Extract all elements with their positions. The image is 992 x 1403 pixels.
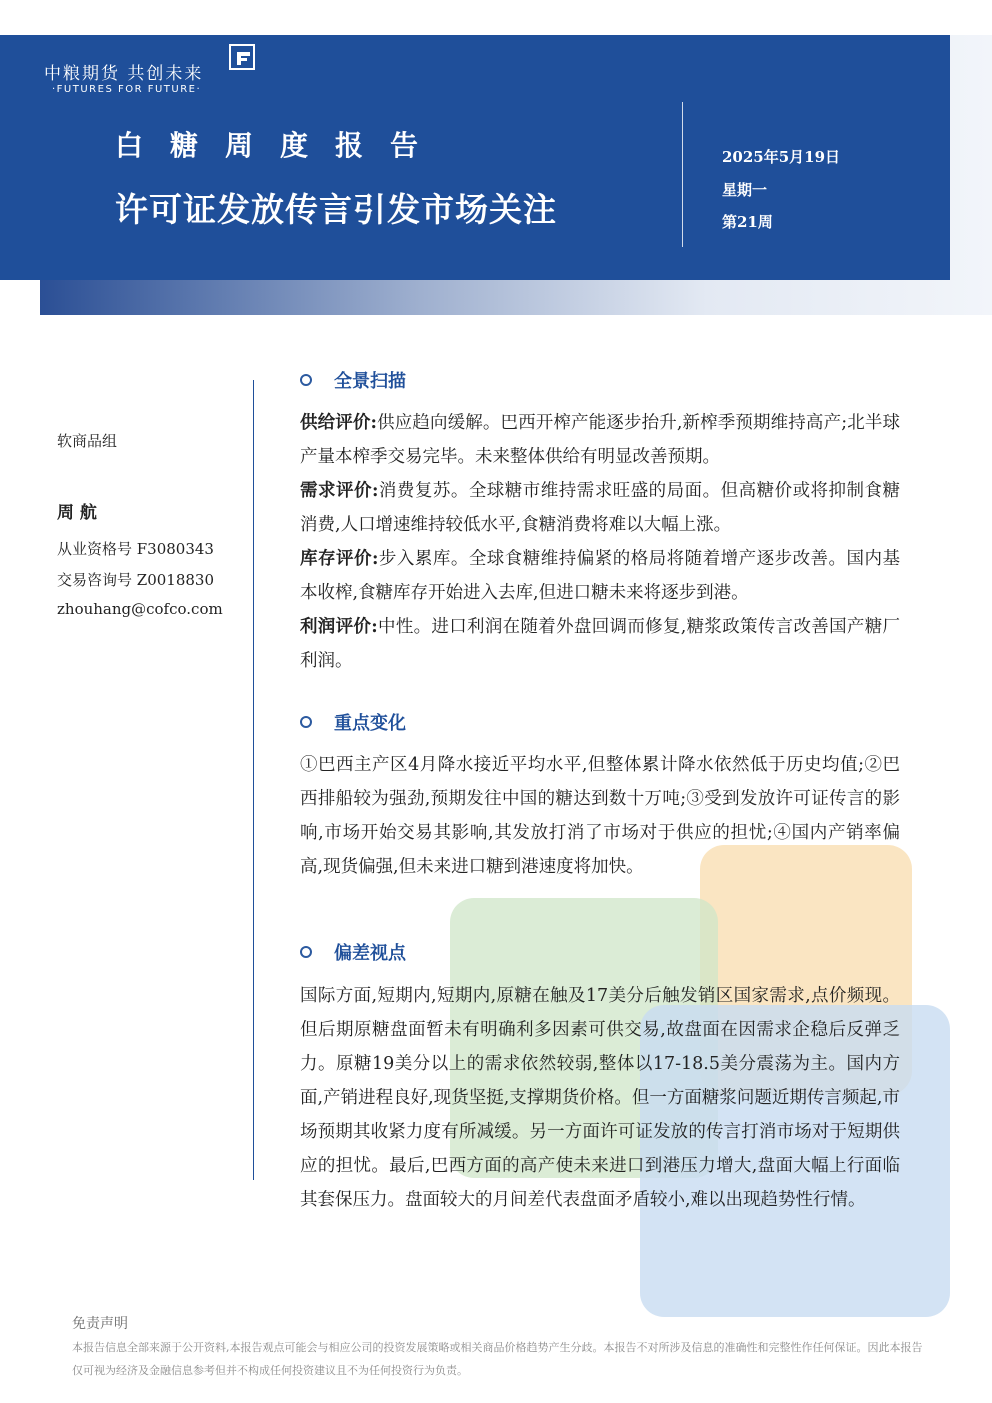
profit-text: 中性。进口利润在随着外盘回调而修复,糖浆政策传言改善国产糖厂利润。 xyxy=(300,617,901,671)
disclaimer-text: 本报告信息全部来源于公开资料,本报告观点可能会与相应公司的投资发展策略或相关商品价格趋势产生分歧。本报告不对所涉及信息的准确性和完整性作任何保证。因此本报告仅可视为经济及金融信息参考但并不构成任何投资建议且不为任何投资行为负责。 xyxy=(72,1341,923,1377)
section-title: 重点变化 xyxy=(334,713,406,734)
analyst-email[interactable]: zhouhang@cofco.com xyxy=(57,600,223,618)
demand-label: 需求评价: xyxy=(300,481,379,501)
company-slogan: ·FUTURES FOR FUTURE· xyxy=(52,84,202,95)
overview-paragraph xyxy=(300,406,900,678)
report-week-number: 第21周 xyxy=(722,213,773,231)
report-type: 白糖周度报告 xyxy=(115,129,446,162)
view-paragraph: 国际方面,短期内,短期内,原糖在触及17美分后触发销区国家需求,点价频现。但后期原糖盘面暂未有明确利多因素可供交易,故盘面在因需求企稳后反弹乏力。原糖19美分以上的需求依然较弱,整体以17-18.5美分震荡为主。国内方面,产销进程良好,现货坚挺,支撑期货价格。但一方面糖浆问题近期传言频起,市场预期其收紧力度有所减缓。另一方面许可证发放的传言打消市场对于短期供应的担忧。最后,巴西方面的高产使未来进口到港压力增大,盘面大幅上行面临其套保压力。盘面较大的月间差代表盘面矛盾较小,难以出现趋势性行情。 xyxy=(300,986,900,1210)
changes-paragraph: ①巴西主产区4月降水接近平均水平,但整体累计降水依然低于历史均值;②巴西排船较为强劲,预期发往中国的糖达到数十万吨;③受到发放许可证传言的影响,市场开始交易其影响,其发放打消了市场对于供应的担忧;④国内产销率偏高,现货偏强,但未来进口糖到港速度将加快。 xyxy=(300,755,900,877)
section-title: 全景扫描 xyxy=(334,371,406,392)
section-heading-view xyxy=(300,939,406,965)
report-date: 2025年5月19日 xyxy=(722,148,841,166)
demand-evaluation xyxy=(300,474,900,542)
supply-evaluation xyxy=(300,406,900,474)
bullet-circle-icon xyxy=(300,374,312,386)
sidebar-divider xyxy=(253,380,254,1180)
bullet-circle-icon xyxy=(300,946,312,958)
section-heading-overview xyxy=(300,367,406,393)
company-logo-text: 中粮期货 共创未来 xyxy=(44,64,204,84)
stock-label: 库存评价: xyxy=(300,549,379,569)
consult-number: 交易咨询号 Z0018830 xyxy=(57,571,214,589)
banner-divider xyxy=(682,102,683,247)
disclaimer-title: 免责声明 xyxy=(72,1316,128,1332)
license-number: 从业资格号 F3080343 xyxy=(57,540,214,558)
report-title: 许可证发放传言引发市场关注 xyxy=(115,190,557,229)
stock-text: 步入累库。全球食糖维持偏紧的格局将随着增产逐步改善。国内基本收榨,食糖库存开始进入去库,但进口糖未来将逐步到港。 xyxy=(300,549,900,603)
analyst-name: 周 航 xyxy=(57,503,97,523)
section-title: 偏差视点 xyxy=(334,943,406,964)
company-logo-icon xyxy=(229,44,255,70)
profit-evaluation xyxy=(300,610,900,678)
section-heading-changes xyxy=(300,709,406,735)
profit-label: 利润评价: xyxy=(300,617,378,637)
supply-text: 供应趋向缓解。巴西开榨产能逐步抬升,新榨季预期维持高产;北半球产量本榨季交易完毕。未来整体供给有明显改善预期。 xyxy=(300,413,900,467)
report-weekday: 星期一 xyxy=(722,181,768,199)
bullet-circle-icon xyxy=(300,716,312,728)
supply-label: 供给评价: xyxy=(300,413,377,433)
team-name: 软商品组 xyxy=(57,432,118,450)
demand-text: 消费复苏。全球糖市维持需求旺盛的局面。但高糖价或将抑制食糖消费,人口增速维持较低水平,食糖消费将难以大幅上涨。 xyxy=(300,481,900,535)
stock-evaluation xyxy=(300,542,900,610)
